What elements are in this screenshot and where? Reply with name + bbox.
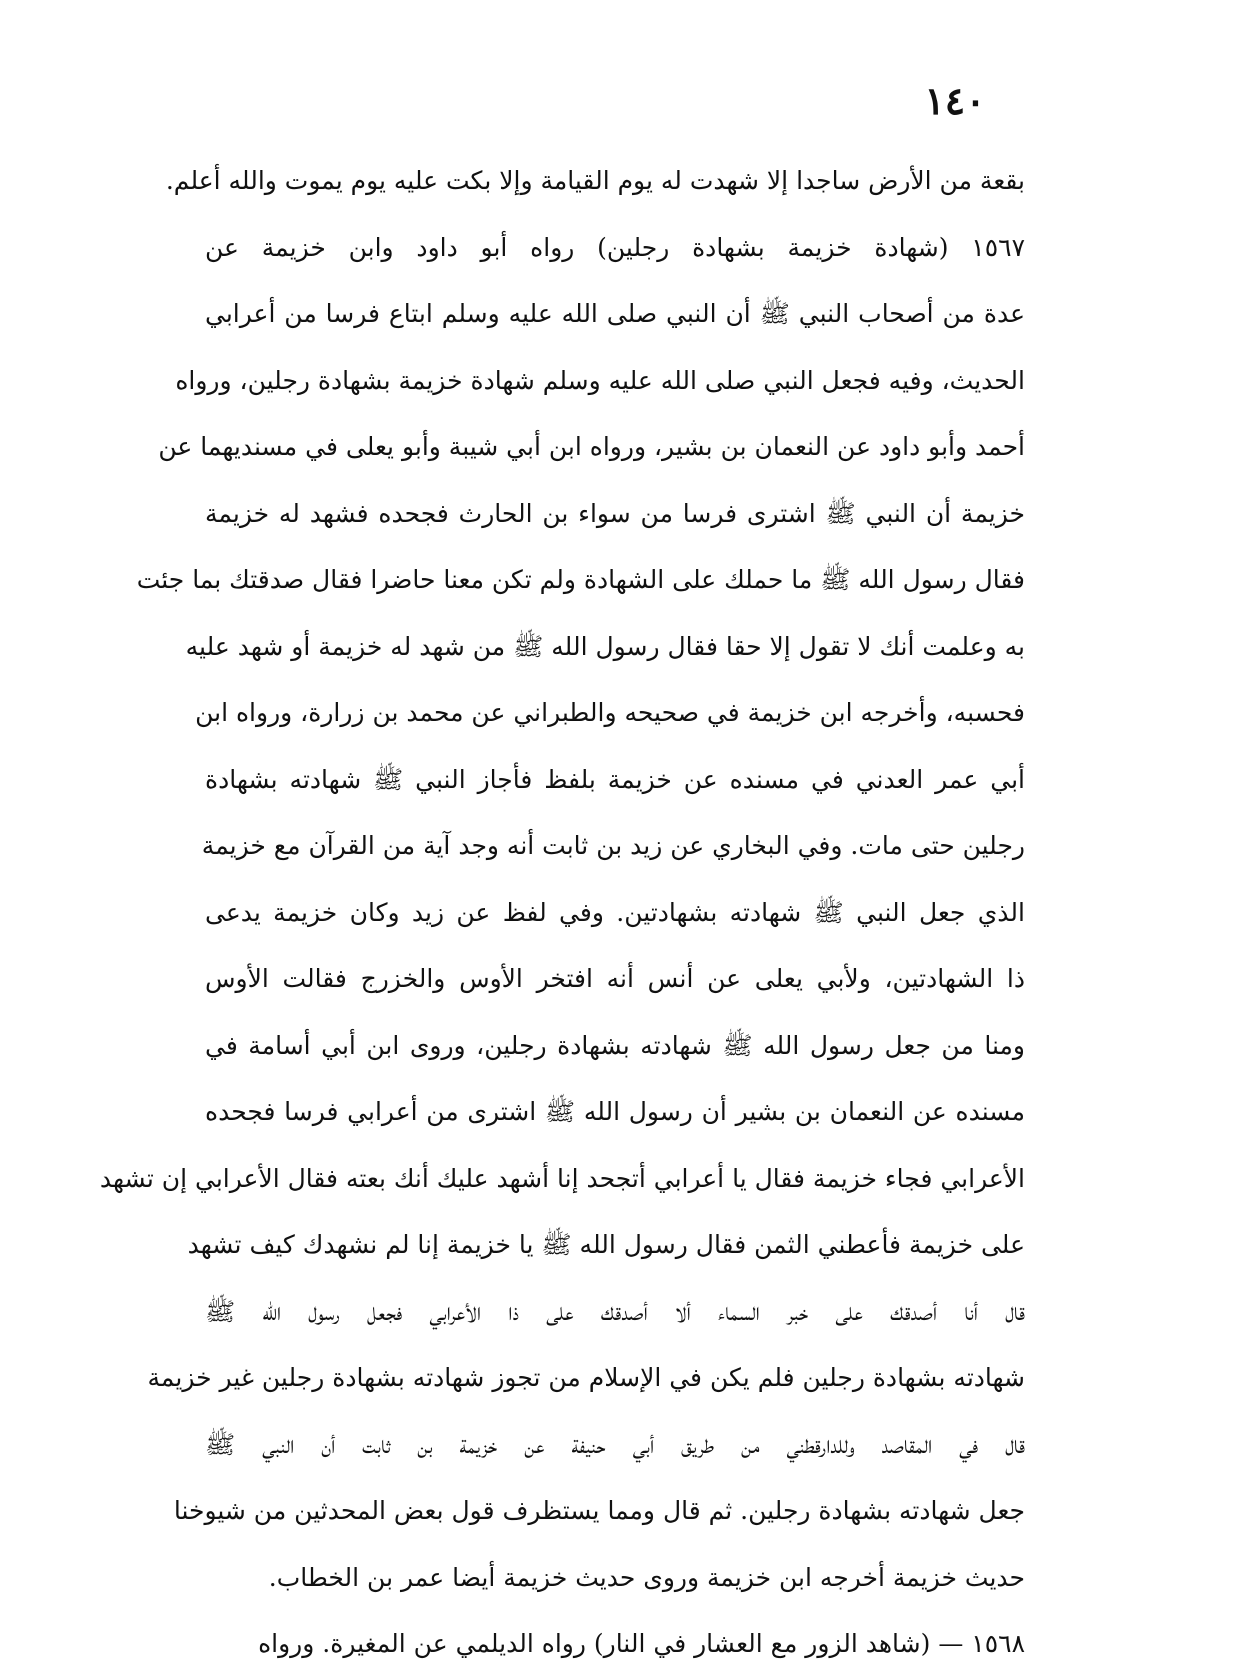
text-line: حديث خزيمة أخرجه ابن خزيمة وروى حديث خزيمة أيضا عمر بن الخطاب. — [268, 1562, 1025, 1592]
text-line: رجلين حتى مات. وفي البخاري عن زيد بن ثابت أنه وجد آية من القرآن مع خزيمة — [201, 831, 1025, 860]
text-line: مسنده عن النعمان بن بشير أن رسول الله ﷺ اشترى من أعرابي فرسا فجحده — [205, 1097, 1025, 1126]
text-line: به وعلمت أنك لا تقول إلا حقا فقال رسول الله ﷺ من شهد له خزيمة أو شهد عليه — [185, 631, 1025, 661]
text-line: بقعة من الأرض ساجدا إلا شهدت له يوم القيامة وإلا بكت عليه يوم يموت والله أعلم. — [165, 166, 1025, 195]
text-line: ذا الشهادتين، ولأبي يعلى عن أنس أنه افتخر الأوس والخزرج فقالت الأوس — [205, 964, 1026, 993]
page-number: ١٤٠ — [924, 78, 986, 123]
text-line: شهادته بشهادة رجلين فلم يكن في الإسلام من تجوز شهادته بشهادة رجلين غير خزيمة — [147, 1363, 1025, 1392]
text-line: فحسبه، وأخرجه ابن خزيمة في صحيحه والطبراني عن محمد بن زرارة، ورواه ابن — [195, 698, 1025, 727]
body-text — [99, 148, 1026, 1678]
text-line: أحمد وأبو داود عن النعمان بن بشير، ورواه ابن أبي شيبة وأبو يعلى في مسنديهما عن — [158, 432, 1025, 461]
text-line: قال أنا أصدقك على خبر السماء ألا أصدقك على ذا الأعرابي فجعل رسول الله ﷺ — [205, 1296, 1025, 1326]
text-line: خزيمة أن النبي ﷺ اشترى فرسا من سواء بن الحارث فجحده فشهد له خزيمة — [205, 498, 1025, 528]
text-line: ومنا من جعل رسول الله ﷺ شهادته بشهادة رجلين، وروى ابن أبي أسامة في — [205, 1030, 1025, 1060]
text-line: عدة من أصحاب النبي ﷺ أن النبي صلى الله عليه وسلم ابتاع فرسا من أعرابي — [205, 299, 1025, 328]
text-line: الأعرابي فجاء خزيمة فقال يا أعرابي أتجحد إنا أشهد عليك أنك بعته فقال الأعرابي إن تشهد — [99, 1163, 1025, 1193]
text-line: ١٥٦٨ — (شاهد الزور مع العشار في النار) رواه الديلمي عن المغيرة. ورواه — [258, 1629, 1025, 1658]
text-line: جعل شهادته بشهادة رجلين. ثم قال ومما يستظرف قول بعض المحدثين من شيوخنا — [173, 1496, 1025, 1525]
text-line: الذي جعل النبي ﷺ شهادته بشهادتين. وفي لفظ عن زيد وكان خزيمة يدعى — [205, 897, 1025, 927]
text-line: على خزيمة فأعطني الثمن فقال رسول الله ﷺ يا خزيمة إنا لم نشهدك كيف تشهد — [187, 1230, 1025, 1259]
text-line: ١٥٦٧ (شهادة خزيمة بشهادة رجلين) رواه أبو داود وابن خزيمة عن — [205, 232, 1025, 262]
text-line: فقال رسول الله ﷺ ما حملك على الشهادة ولم تكن معنا حاضرا فقال صدقتك بما جئت — [136, 565, 1025, 594]
text-line: قال في المقاصد وللدارقطني من طريق أبي حنيفة عن خزيمة بن ثابت أن النبي ﷺ — [205, 1429, 1025, 1459]
text-line: أبي عمر العدني في مسنده عن خزيمة بلفظ فأجاز النبي ﷺ شهادته بشهادة — [205, 764, 1025, 794]
text-line: الحديث، وفيه فجعل النبي صلى الله عليه وسلم شهادة خزيمة بشهادة رجلين، ورواه — [175, 365, 1025, 395]
